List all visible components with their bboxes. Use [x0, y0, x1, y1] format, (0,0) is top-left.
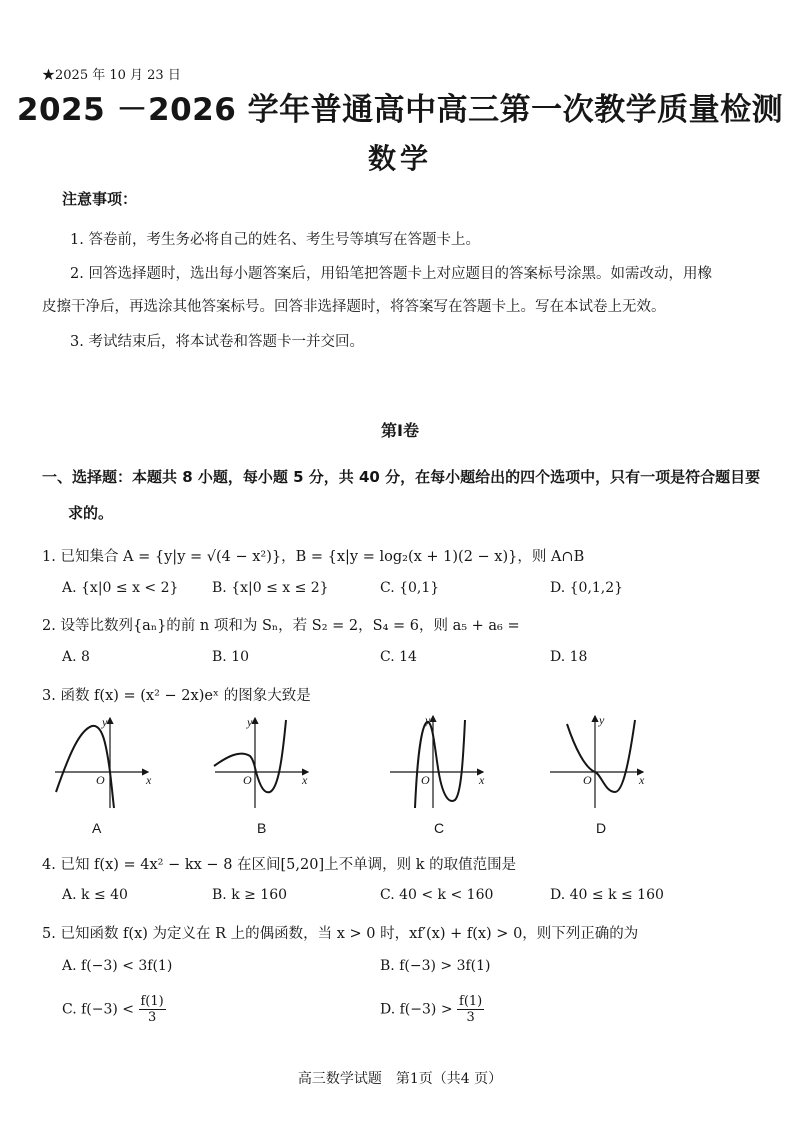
- question-4-option-d: D. 40 ≤ k ≤ 160: [550, 887, 664, 903]
- graph-d-label: D: [596, 820, 607, 836]
- question-2-option-b: B. 10: [212, 649, 250, 665]
- question-5-option-d-prefix: D. f(−3) >: [380, 1001, 453, 1018]
- question-1-stem: 1. 已知集合 A = {y|y = √(4 − x²)}，B = {x|y = log₂(x + 1)(2 − x)}，则 A∩B: [42, 549, 585, 565]
- question-5-stem: 5. 已知函数 f(x) 为定义在 R 上的偶函数，当 x > 0 时，xf′(x) + f(x) > 0，则下列正确的为: [42, 926, 639, 942]
- graph-a-label: A: [92, 820, 102, 836]
- graph-c-x-label: x: [479, 773, 485, 787]
- graph-c-origin: O: [421, 773, 430, 787]
- fraction-denominator: 3: [147, 1010, 157, 1025]
- question-4-stem: 4. 已知 f(x) = 4x² − kx − 8 在区间[5,20]上不单调，则 k 的取值范围是: [42, 857, 517, 873]
- question-4-option-b: B. k ≥ 160: [212, 887, 288, 903]
- graph-b-y-label: y: [247, 715, 253, 729]
- notice-item-1: 1. 答卷前，考生务必将自己的姓名、考生号等填写在答题卡上。: [70, 232, 480, 248]
- question-1-option-d: D. {0,1,2}: [550, 580, 624, 596]
- graph-c: [385, 712, 495, 812]
- exam-date: ★2025 年 10 月 23 日: [42, 68, 181, 83]
- question-5-option-b: B. f(−3) > 3f(1): [380, 958, 491, 974]
- question-1-option-b: B. {x|0 ≤ x ≤ 2}: [212, 580, 329, 596]
- graph-d: [545, 712, 655, 812]
- graph-d-origin: O: [583, 773, 592, 787]
- question-1-option-a: A. {x|0 ≤ x < 2}: [62, 580, 179, 596]
- graph-a-y-label: y: [102, 715, 108, 729]
- notice-heading: 注意事项：: [62, 190, 138, 208]
- graph-b-origin: O: [243, 773, 252, 787]
- question-5-option-c-fraction: [139, 994, 166, 1025]
- graph-b-x-label: x: [302, 773, 308, 787]
- fraction-denominator: 3: [466, 1010, 475, 1025]
- graph-c-label: C: [434, 820, 445, 836]
- graph-b-label: B: [257, 820, 267, 836]
- subject-title: 数学: [367, 142, 432, 175]
- section-title: 第Ⅰ卷: [381, 421, 419, 440]
- question-1-option-c: C. {0,1}: [380, 580, 440, 596]
- notice-item-2-cont: 皮擦干净后，再选涂其他答案标号。回答非选择题时，将答案写在答题卡上。写在本试卷上无效。: [42, 299, 666, 315]
- question-5-option-c-prefix: C. f(−3) <: [62, 1001, 135, 1018]
- exam-title: 2025 －2026 学年普通高中高三第一次教学质量检测: [16, 92, 784, 128]
- part-one-instructions-cont: 求的。: [68, 504, 114, 522]
- graph-a-origin: O: [96, 773, 105, 787]
- graph-c-y-label: y: [425, 713, 431, 727]
- question-2-stem: 2. 设等比数列{aₙ}的前 n 项和为 Sₙ，若 S₂ = 2，S₄ = 6，则 a₅ + a₆ =: [42, 618, 520, 634]
- question-3-stem: 3. 函数 f(x) = (x² − 2x)eˣ 的图象大致是: [42, 688, 311, 704]
- fraction-numerator: f(1): [140, 994, 164, 1009]
- question-4-option-c: C. 40 < k < 160: [380, 887, 494, 903]
- question-4-option-a: A. k ≤ 40: [62, 887, 128, 903]
- notice-item-3: 3. 考试结束后，将本试卷和答题卡一并交回。: [70, 334, 364, 350]
- notice-item-2: 2. 回答选择题时，选出每小题答案后，用铅笔把答题卡上对应题目的答案标号涂黑。如需改动，用橡: [70, 266, 712, 282]
- graph-d-y-label: y: [599, 713, 605, 727]
- question-2-option-c: C. 14: [380, 649, 417, 665]
- question-5-option-a: A. f(−3) < 3f(1): [62, 958, 173, 974]
- question-5-option-d-fraction: [457, 994, 484, 1025]
- question-2-option-d: D. 18: [550, 649, 588, 665]
- graph-a-x-label: x: [146, 773, 152, 787]
- question-2-option-a: A. 8: [62, 649, 90, 665]
- fraction-numerator: f(1): [459, 994, 483, 1009]
- page-footer: 高三数学试题 第1页（共4 页）: [297, 1071, 503, 1087]
- graph-b: [210, 712, 320, 812]
- part-one-instructions: 一、选择题：本题共 8 小题，每小题 5 分，共 40 分，在每小题给出的四个选项中，只有一项是符合题目要: [42, 468, 761, 486]
- question-5-option-c: [62, 994, 166, 1025]
- question-5-option-d: [380, 994, 484, 1025]
- graph-a: [50, 712, 160, 812]
- graph-d-x-label: x: [639, 773, 645, 787]
